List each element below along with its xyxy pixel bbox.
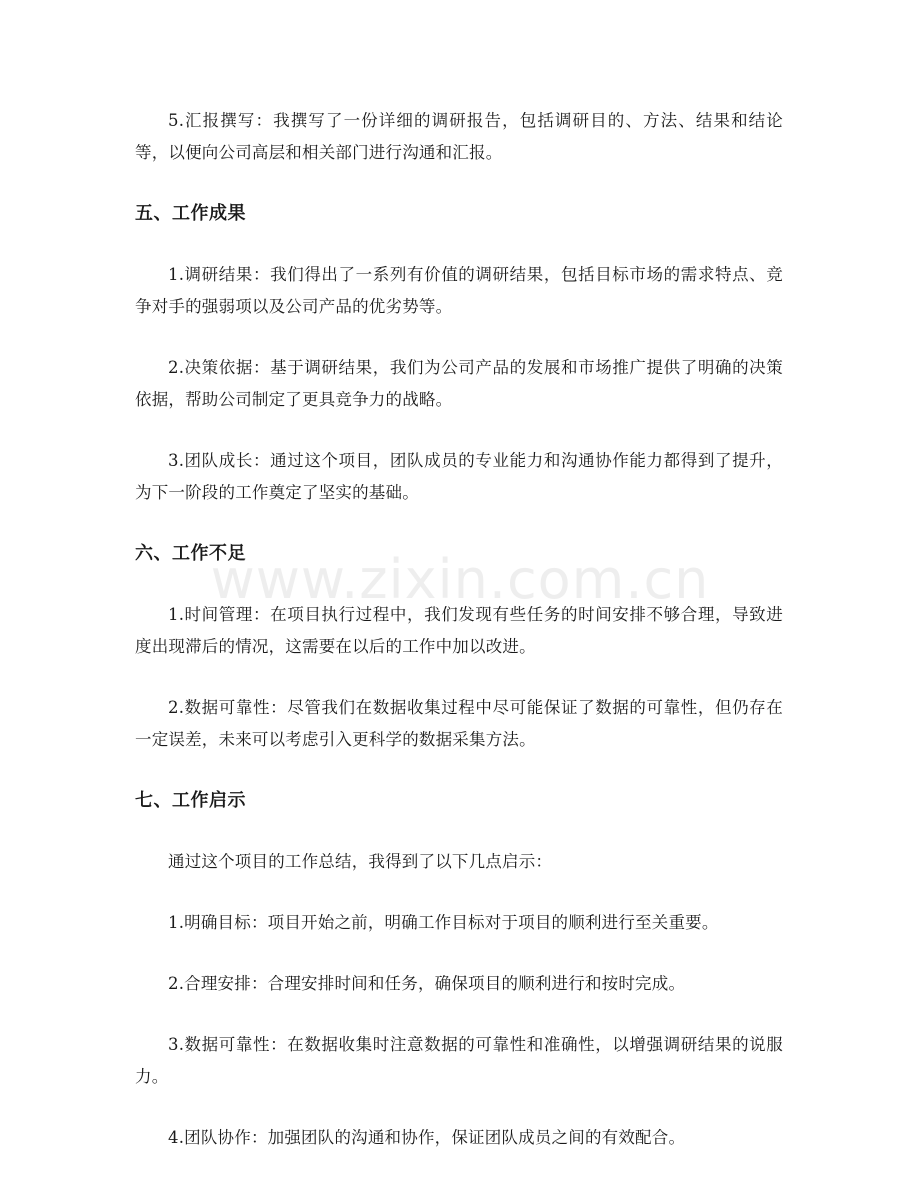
paragraph-report-writing: 5.汇报撰写：我撰写了一份详细的调研报告，包括调研目的、方法、结果和结论等，以便向公司高层和相关部门进行沟通和汇报。 — [135, 111, 783, 162]
paragraph-research-results: 1.调研结果：我们得出了一系列有价值的调研结果，包括目标市场的需求特点、竞争对手的强弱项以及公司产品的优劣势等。 — [135, 265, 783, 316]
watermark: www.zixin.com.cn — [210, 548, 710, 611]
paragraph-reasonable-arrangement: 2.合理安排：合理安排时间和任务，确保项目的顺利进行和按时完成。 — [168, 974, 686, 993]
paragraph-data-reliability: 2.数据可靠性：尽管我们在数据收集过程中尽可能保证了数据的可靠性，但仍存在一定误差，未来可以考虑引入更科学的数据采集方法。 — [135, 698, 783, 749]
paragraph-clear-goals: 1.明确目标：项目开始之前，明确工作目标对于项目的顺利进行至关重要。 — [168, 913, 719, 932]
section-heading-results: 五、工作成果 — [135, 203, 246, 224]
paragraph-decision-basis: 2.决策依据：基于调研结果，我们为公司产品的发展和市场推广提供了明确的决策依据，帮助公司制定了更具竞争力的战略。 — [135, 358, 783, 409]
paragraph-data-reliability-insight: 3.数据可靠性：在数据收集时注意数据的可靠性和准确性，以增强调研结果的说服力。 — [135, 1035, 783, 1086]
paragraph-team-growth: 3.团队成长：通过这个项目，团队成员的专业能力和沟通协作能力都得到了提升，为下一阶段的工作奠定了坚实的基础。 — [135, 451, 783, 502]
paragraph-insights-intro: 通过这个项目的工作总结，我得到了以下几点启示： — [168, 852, 553, 871]
paragraph-team-collaboration: 4.团队协作：加强团队的沟通和协作，保证团队成员之间的有效配合。 — [168, 1128, 686, 1147]
section-heading-insights: 七、工作启示 — [135, 790, 246, 811]
document-body — [135, 105, 783, 1183]
paragraph-time-management: 1.时间管理：在项目执行过程中，我们发现有些任务的时间安排不够合理，导致进度出现滞后的情况，这需要在以后的工作中加以改进。 — [135, 605, 783, 656]
section-heading-shortcomings: 六、工作不足 — [135, 543, 246, 564]
